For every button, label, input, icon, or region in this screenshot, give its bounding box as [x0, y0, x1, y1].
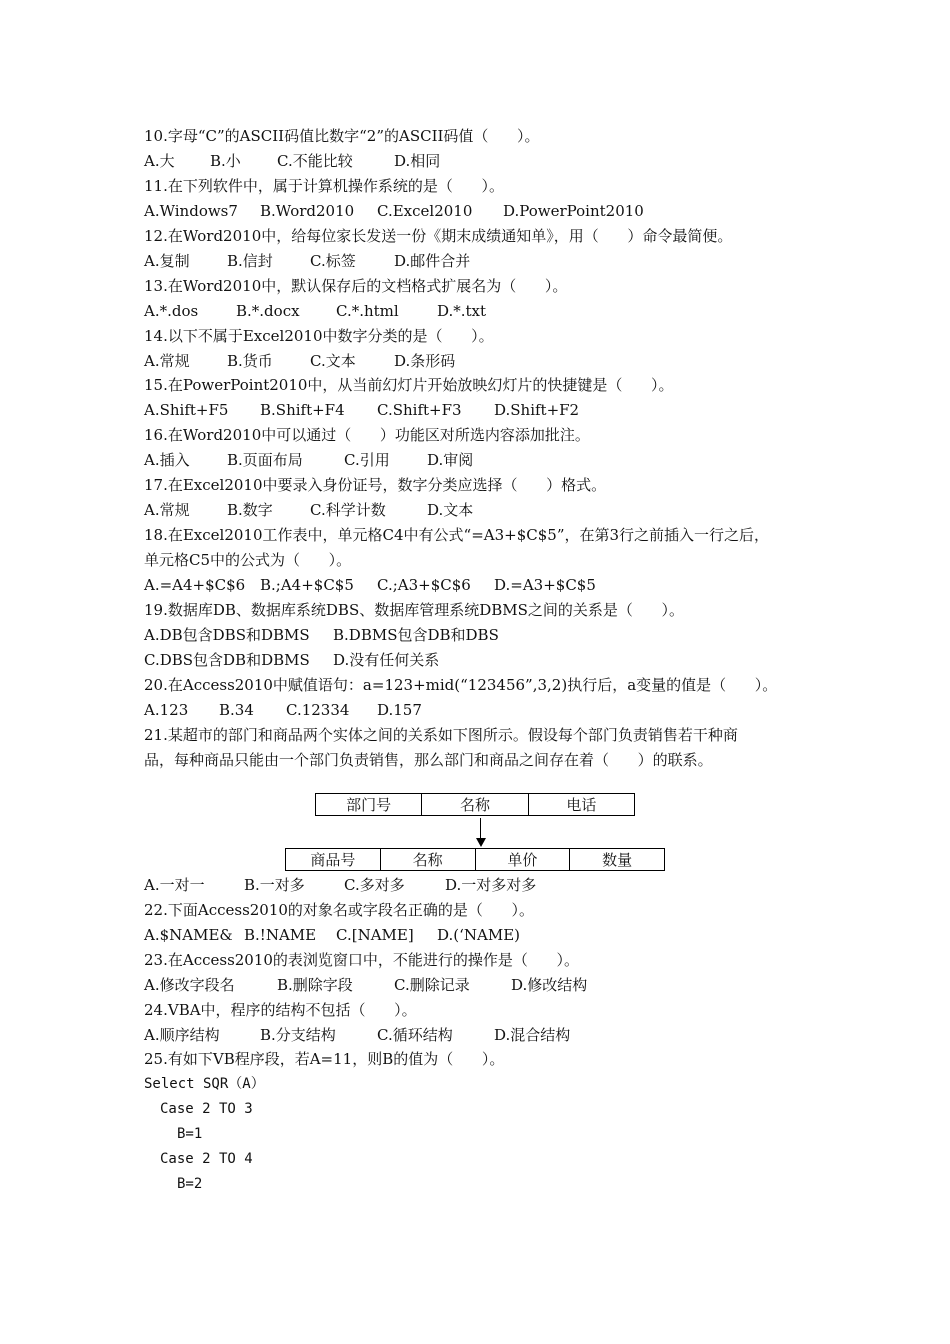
question-15: 15.在PowerPoint2010中，从当前幻灯片开始放映幻灯片的快捷键是（ ）。 — [144, 376, 674, 394]
question-19: 19.数据库DB、数据库系统DBS、数据库管理系统DBMS之间的关系是（ ）。 — [144, 601, 685, 619]
field-cell: 数量 — [570, 849, 665, 871]
question-14: 14.以下不属于Excel2010中数字分类的是（ ）。 — [144, 327, 494, 345]
option-b: B.页面布局 — [227, 451, 303, 469]
relation-arrow-head — [476, 838, 486, 847]
field-cell: 单价 — [475, 849, 570, 871]
option-b: B.Shift+F4 — [260, 401, 345, 419]
option-d: D.文本 — [427, 501, 474, 519]
option-d: D.修改结构 — [511, 976, 588, 994]
option-d: D.Shift+F2 — [494, 401, 580, 419]
option-c: C.12334 — [286, 701, 350, 719]
option-a: A.=A4+$C$6 — [144, 576, 246, 594]
question-11: 11.在下列软件中，属于计算机操作系统的是（ ）。 — [144, 177, 504, 195]
option-a: A.*.dos — [144, 302, 199, 320]
code-line: Case 2 TO 4 — [160, 1151, 253, 1167]
question-24: 24.VBA中，程序的结构不包括（ ）。 — [144, 1001, 417, 1019]
option-a: A.常规 — [144, 501, 190, 519]
option-a: A.123 — [144, 701, 189, 719]
option-c: C.循环结构 — [377, 1026, 453, 1044]
option-a: A.大 — [144, 152, 175, 170]
option-c: C.不能比较 — [277, 152, 353, 170]
option-a: A.一对一 — [144, 876, 205, 894]
option-b: B.数字 — [227, 501, 273, 519]
field-cell: 商品号 — [286, 849, 381, 871]
option-a: A.常规 — [144, 352, 190, 370]
option-d: D.*.txt — [437, 302, 487, 320]
option-b: B.Word2010 — [260, 202, 355, 220]
option-b: B.;A4+$C$5 — [260, 576, 354, 594]
question-25: 25.有如下VB程序段，若A=11，则B的值为（ ）。 — [144, 1050, 505, 1068]
option-c: C.Shift+F3 — [377, 401, 462, 419]
option-b: B.一对多 — [244, 876, 305, 894]
option-c: C.;A3+$C$6 — [377, 576, 471, 594]
option-d: D.PowerPoint2010 — [503, 202, 644, 220]
option-b: B.删除字段 — [277, 976, 353, 994]
question-20: 20.在Access2010中赋值语句：a=123+mid(“123456”,3,2)执行后，a变量的值是（ ）。 — [144, 676, 778, 694]
option-a: A.Windows7 — [144, 202, 238, 220]
entity-product — [285, 848, 665, 871]
option-a: A.DB包含DBS和DBMS — [144, 626, 310, 644]
question-21: 21.某超市的部门和商品两个实体之间的关系如下图所示。假设每个部门负责销售若干种商 — [144, 726, 738, 744]
option-a: A.修改字段名 — [144, 976, 235, 994]
option-b: B.分支结构 — [260, 1026, 336, 1044]
option-d: D.混合结构 — [494, 1026, 571, 1044]
option-c: C.文本 — [310, 352, 356, 370]
option-d: D.相同 — [394, 152, 441, 170]
code-line: B=1 — [177, 1126, 203, 1142]
option-d: D.没有任何关系 — [333, 651, 440, 669]
field-cell: 名称 — [380, 849, 475, 871]
code-line: Case 2 TO 3 — [160, 1101, 253, 1117]
question-12: 12.在Word2010中，给每位家长发送一份《期末成绩通知单》，用（ ）命令最简便。 — [144, 227, 733, 245]
option-d: D.(‘NAME) — [437, 926, 520, 944]
question-13: 13.在Word2010中，默认保存后的文档格式扩展名为（ ）。 — [144, 277, 568, 295]
option-d: D.=A3+$C$5 — [494, 576, 596, 594]
option-b: B.DBMS包含DB和DBS — [333, 626, 499, 644]
code-line: Select SQR（A） — [144, 1076, 265, 1092]
entity-department — [315, 793, 635, 816]
option-b: B.34 — [219, 701, 254, 719]
field-cell: 部门号 — [316, 794, 422, 816]
field-cell: 电话 — [528, 794, 634, 816]
relation-arrow-line — [480, 818, 481, 840]
option-c: C.科学计数 — [310, 501, 386, 519]
option-c: C.多对多 — [344, 876, 405, 894]
question-16: 16.在Word2010中可以通过（ ）功能区对所选内容添加批注。 — [144, 426, 590, 444]
option-d: D.条形码 — [394, 352, 456, 370]
question-22: 22.下面Access2010的对象名或字段名正确的是（ ）。 — [144, 901, 535, 919]
question-21-cont: 品，每种商品只能由一个部门负责销售，那么部门和商品之间存在着（ ）的联系。 — [144, 751, 713, 769]
code-line: B=2 — [177, 1176, 203, 1192]
option-c: C.标签 — [310, 252, 356, 270]
option-c: C.删除记录 — [394, 976, 470, 994]
question-17: 17.在Excel2010中要录入身份证号，数字分类应选择（ ）格式。 — [144, 476, 607, 494]
option-b: B.小 — [210, 152, 241, 170]
option-c: C.引用 — [344, 451, 390, 469]
option-a: A.复制 — [144, 252, 190, 270]
field-cell: 名称 — [422, 794, 528, 816]
option-b: B.!NAME — [244, 926, 317, 944]
option-c: C.DBS包含DB和DBMS — [144, 651, 310, 669]
option-d: D.邮件合并 — [394, 252, 471, 270]
option-d: D.157 — [377, 701, 422, 719]
option-b: B.货币 — [227, 352, 273, 370]
question-18-cont: 单元格C5中的公式为（ ）。 — [144, 551, 352, 569]
option-d: D.一对多对多 — [445, 876, 537, 894]
option-d: D.审阅 — [427, 451, 474, 469]
option-a: A.Shift+F5 — [144, 401, 229, 419]
option-c: C.*.html — [336, 302, 399, 320]
question-10: 10.字母“C”的ASCII码值比数字“2”的ASCII码值（ ）。 — [144, 127, 540, 145]
option-a: A.$NAME& — [144, 926, 233, 944]
question-18: 18.在Excel2010工作表中，单元格C4中有公式“=A3+$C$5”，在第3行之前插入一行之后， — [144, 526, 770, 544]
option-b: B.*.docx — [236, 302, 300, 320]
option-b: B.信封 — [227, 252, 273, 270]
option-a: A.顺序结构 — [144, 1026, 220, 1044]
option-c: C.Excel2010 — [377, 202, 473, 220]
question-23: 23.在Access2010的表浏览窗口中，不能进行的操作是（ ）。 — [144, 951, 580, 969]
option-c: C.[NAME] — [336, 926, 414, 944]
option-a: A.插入 — [144, 451, 190, 469]
